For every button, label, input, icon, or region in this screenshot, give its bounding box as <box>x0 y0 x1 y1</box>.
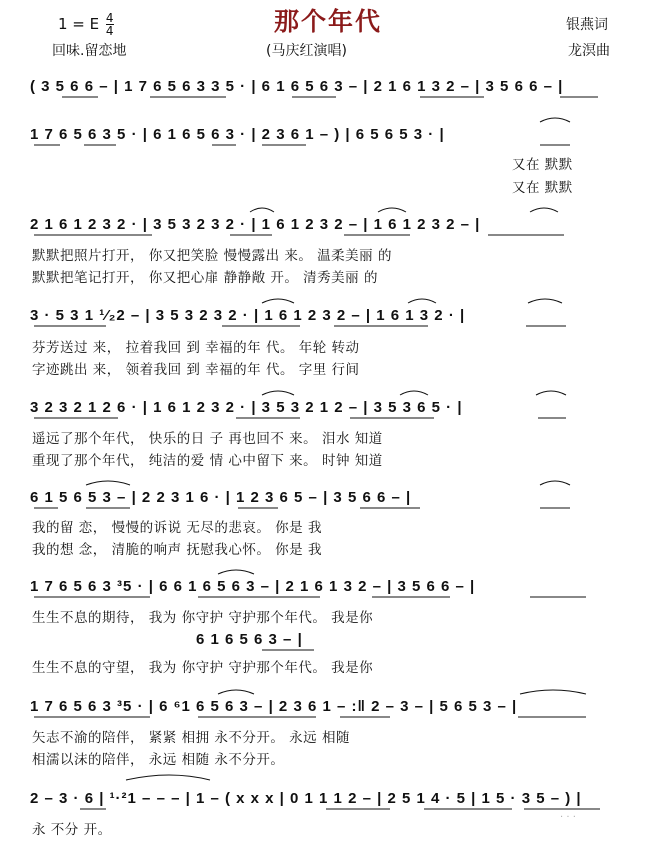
lyric-line-5-verse-1: 遥远了那个年代， 快乐的日 子 再也回不 来。 泪水 知道 <box>32 431 383 447</box>
lyric-line-2-verse-1: 又在 默默 <box>512 157 573 173</box>
notation-line-4: 3 · 5 3 1 ¹⁄₂2 – | 3 5 3 2 3 2 · | 1 6 1 2 3 2 – | 1 6 1 3 2 · | <box>30 307 466 324</box>
lyric-line-4-verse-1: 芬芳送过 来， 拉着我回 到 幸福的年 代。 年轮 转动 <box>32 340 360 356</box>
notation-line-5: 3 2 3 2 1 2 6 · | 1 6 1 2 3 2 · | 3 5 3 2 1 2 – | 3 5 3 6 5 · | <box>30 399 463 416</box>
notation-line-9: 1 7 6 5 6 3 ³5 · | 6 ⁶1 6 5 6 3 – | 2 3 6 1 – :‖ 2 – 3 – | 5 6 5 3 – | <box>30 698 518 715</box>
lyric-line-8: 生生不息的守望， 我为 你守护 守护那个年代。 我是你 <box>32 660 374 676</box>
notation-line-2: 1 7 6 5 6 3 5 · | 6 1 6 5 6 3 · | 2 3 6 1 – ) | 6 5 6 5 3 · | <box>30 126 445 143</box>
album-name: 回味.留恋地 <box>52 43 127 59</box>
composer-credit: 龙溟曲 <box>568 43 610 59</box>
lyric-line-9-verse-2: 相濡以沫的陪伴， 永远 相随 永不分开。 <box>32 752 285 768</box>
lyric-line-2-verse-2: 又在 默默 <box>512 180 573 196</box>
notation-line-6: 6 1 5 6 5 3 – | 2 2 3 1 6 · | 1 2 3 6 5 – | 3 5 6 6 – | <box>30 489 412 506</box>
lyric-line-7: 生生不息的期待， 我为 你守护 守护那个年代。 我是你 <box>32 610 374 626</box>
song-title: 那个年代 <box>273 7 382 36</box>
time-denominator: 4 <box>105 24 114 38</box>
notation-line-7: 1 7 6 5 6 3 ³5 · | 6 6 1 6 5 6 3 – | 2 1 6 1 3 2 – | 3 5 6 6 – | <box>30 578 476 595</box>
lyric-line-3-verse-2: 默默把笔记打开， 你又把心扉 静静敞 开。 清秀美丽 的 <box>32 270 378 286</box>
lyric-line-6-verse-1: 我的留 恋， 慢慢的诉说 无尽的悲哀。 你是 我 <box>32 520 322 536</box>
notation-line-8-alt: 6 1 6 5 6 3 – | <box>196 631 303 648</box>
time-numerator: 4 <box>105 11 114 25</box>
notation-line-1: ( 3 5 6 6 – | 1 7 6 5 6 3 3 5 · | 6 1 6 5 6 3 – | 2 1 6 1 3 2 – | 3 5 6 6 – | <box>30 78 564 95</box>
lyric-line-4-verse-2: 字迹跳出 来， 领着我回 到 幸福的年 代。 字里 行间 <box>32 362 360 378</box>
lyric-line-5-verse-2: 重现了那个年代， 纯洁的爱 情 心中留下 来。 时钟 知道 <box>32 453 383 469</box>
notation-line-10: 2 – 3 · 6 | ¹·²1 – – – | 1 – ( x x x | 0 1 1 1 2 – | 2 5 1 4 · 5 | 1 5 · 3 5 – ) | <box>30 790 582 807</box>
watermark: · · · <box>560 812 576 823</box>
key-text: 1 = E <box>58 15 100 33</box>
lyric-line-3-verse-1: 默默把照片打开， 你又把笑脸 慢慢露出 来。 温柔美丽 的 <box>32 248 392 264</box>
lyricist-credit: 银燕词 <box>566 17 608 33</box>
lyric-line-10: 永 不分 开。 <box>32 822 112 838</box>
notation-line-3: 2 1 6 1 2 3 2 · | 3 5 3 2 3 2 · | 1 6 1 2 3 2 – | 1 6 1 2 3 2 – | <box>30 216 481 233</box>
lyric-line-6-verse-2: 我的想 念， 清脆的响声 抚慰我心怀。 你是 我 <box>32 542 322 558</box>
singer-credit: (马庆红演唱) <box>266 43 347 59</box>
lyric-line-9-verse-1: 矢志不渝的陪伴， 紧紧 相拥 永不分开。 永远 相随 <box>32 730 350 746</box>
